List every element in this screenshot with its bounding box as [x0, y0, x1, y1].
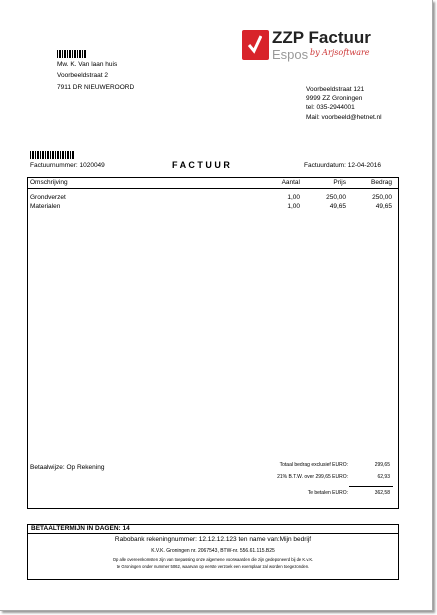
row-qty: 1,00 [287, 203, 300, 210]
terms-line-1: Op alle overeenkomsten zijn van toepassing onze algemene voorwaarden die zijn gedeponeerd bij de K.v.K. [112, 557, 314, 562]
invoice-number: Factuurnummer: 1020049 [30, 162, 105, 169]
invoice-date: Factuurdatum: 12-04-2016 [304, 162, 381, 169]
sender-phone: tel: 035-2944001 [306, 104, 355, 111]
logo-sub: Espos [272, 47, 309, 62]
invoice-barcode [30, 151, 74, 159]
header-desc: Omschrijving [30, 179, 68, 186]
pay-label: Te betalen EURO: [307, 490, 348, 496]
table-row [28, 194, 398, 203]
total-excl-value: 299,65 [374, 462, 390, 468]
logo-by: by Arjsoftware [310, 48, 370, 57]
sender-street: Voorbeeldstraat 121 [306, 86, 365, 93]
payment-method: Betaalwijze: Op Rekening [30, 464, 105, 471]
row-price: 250,00 [326, 194, 346, 201]
table-header [28, 178, 398, 189]
footer-divider [28, 533, 398, 534]
header-qty: Aantal [281, 179, 300, 186]
invoice-footer [27, 524, 399, 580]
logo-title: ZZP Factuur [272, 28, 371, 47]
terms-line-2: te Groningen onder nummer 5062, waarvan op eerste verzoek een exemplaar zal worden toegezonden. [116, 564, 310, 569]
sender-city: 9999 ZZ Groningen [306, 95, 363, 102]
row-amount: 250,00 [372, 194, 392, 201]
logo-check-icon [242, 30, 269, 60]
btw-value: 62,93 [377, 474, 390, 480]
btw-label: 21% B.T.W. over 299,65 EURO: [277, 474, 348, 480]
invoice-title: F A C T U U R [172, 160, 230, 170]
row-price: 49,65 [329, 203, 346, 210]
row-qty: 1,00 [287, 194, 300, 201]
total-excl-label: Totaal bedrag exclusief EURO: [279, 462, 348, 468]
totals-divider [349, 486, 393, 487]
invoice-table [27, 177, 399, 509]
header-price: Prijs [333, 179, 346, 186]
kvk-line: K.V.K. Groningen nr. 2067543, BTW-nr. 556.61.115.B25 [151, 548, 275, 554]
address-barcode [57, 50, 87, 58]
sender-mail: Mail: voorbeeld@hetnet.nl [306, 114, 382, 121]
recipient-name: Mw. K. Van laan huis [57, 61, 118, 68]
table-row [28, 203, 398, 212]
payment-term: BETAALTERMIJN IN DAGEN: 14 [31, 525, 130, 532]
recipient-city: 7911 DR NIEUWEROORD [57, 84, 135, 91]
row-desc: Grondverzet [30, 194, 66, 201]
row-desc: Materialen [30, 203, 61, 210]
recipient-street: Voorbeeldstraat 2 [57, 72, 108, 79]
header-amount: Bedrag [371, 179, 392, 186]
bank-account: Rabobank rekeningnummer: 12.12.12.123 ten name van:Mijn bedrijf [114, 536, 312, 543]
row-amount: 49,65 [375, 203, 392, 210]
pay-value: 362,58 [374, 490, 390, 496]
